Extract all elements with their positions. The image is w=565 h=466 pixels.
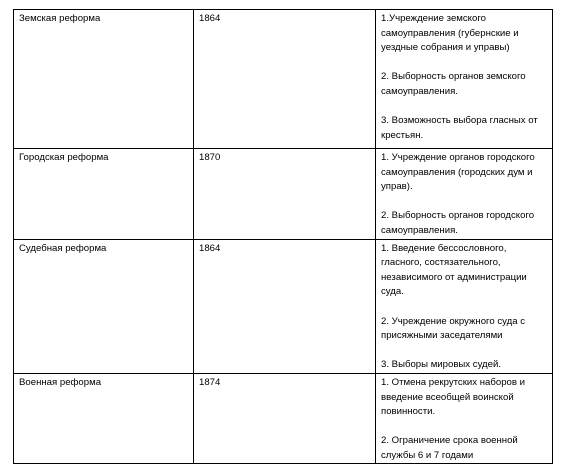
table-row xyxy=(14,373,553,464)
reform-name-cell xyxy=(14,149,194,240)
reform-year-cell xyxy=(194,373,376,464)
reform-name: Земская реформа xyxy=(19,13,101,24)
result-item: 3. Выборы мировых судей. xyxy=(381,359,502,371)
table-row xyxy=(14,10,553,149)
reform-name-cell xyxy=(14,10,194,149)
result-item: 1. Введение бессословного, гласного, состязательного, независимого от администрации суда. xyxy=(381,242,527,298)
reform-results-cell xyxy=(376,10,553,149)
reform-year-cell xyxy=(194,10,376,149)
result-item: 2. Выборность органов городского самоуправления. xyxy=(381,210,535,236)
reform-year-cell xyxy=(194,149,376,240)
reforms-table xyxy=(13,9,553,464)
reform-year: 1874 xyxy=(199,376,221,388)
reform-results-cell xyxy=(376,149,553,240)
reform-name-cell xyxy=(14,373,194,464)
reform-results-cell xyxy=(376,373,553,464)
result-item: 2. Ограничение срока военной службы 6 и 7 годами xyxy=(381,435,518,461)
reform-year: 1864 xyxy=(199,13,221,24)
reform-year: 1870 xyxy=(199,152,221,163)
reform-name: Городская реформа xyxy=(19,152,109,163)
table-row xyxy=(14,149,553,240)
reform-name: Судебная реформа xyxy=(19,242,107,254)
reform-year: 1864 xyxy=(199,242,221,254)
result-item: 1.Учреждение земского самоуправления (губернские и уездные собрания и управы) xyxy=(381,13,519,54)
result-item: 2. Учреждение окружного суда с присяжными заседателями xyxy=(381,315,526,342)
table-row xyxy=(14,239,553,373)
reform-name-cell xyxy=(14,239,194,373)
result-item: 3. Возможность выбора гласных от крестьян. xyxy=(381,115,538,141)
result-item: 1. Отмена рекрутских наборов и введение всеобщей воинской повинности. xyxy=(381,376,526,418)
result-item: 2. Выборность органов земского самоуправления. xyxy=(381,71,526,97)
reform-name: Военная реформа xyxy=(19,376,102,388)
reform-year-cell xyxy=(194,239,376,373)
result-item: 1. Учреждение органов городского самоуправления (городских дум и управ). xyxy=(381,152,535,193)
reform-results-cell xyxy=(376,239,553,373)
